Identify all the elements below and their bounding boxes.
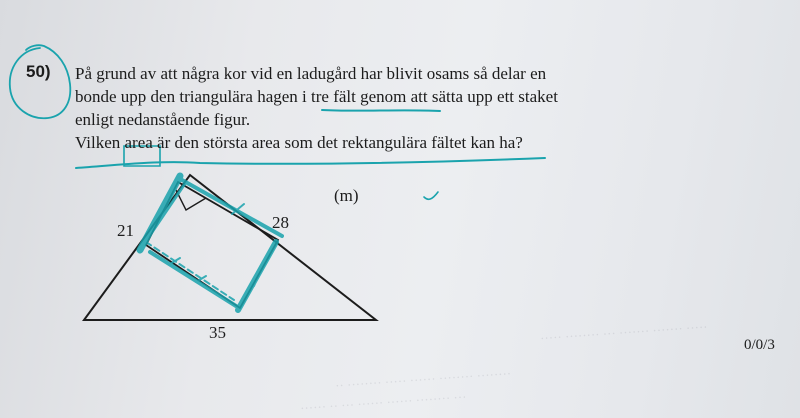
problem-text: [75, 62, 595, 154]
problem-number: 50): [26, 62, 51, 81]
bleed-through-text: ····· ········ ··· ······· ······· ·····: [539, 319, 709, 346]
right-side-length: 28: [272, 213, 289, 232]
bleed-through-text: ······ ·· ··· ······ ······ ········ ···: [299, 389, 467, 416]
unit-label: (m): [334, 186, 359, 205]
problem-line: Vilken area är den största area som det rektangulära fältet kan ha?: [75, 133, 523, 152]
left-side-length: 21: [117, 221, 134, 240]
problem-line: På grund av att några kor vid en ladugård har blivit osams så delar en: [75, 64, 547, 83]
problem-line: enligt nedanstående figur.: [75, 110, 251, 129]
highlighter-strokes: [140, 176, 282, 310]
base-length: 35: [209, 323, 226, 342]
problem-line: bonde upp den triangulära hagen i tre fält genom att sätta upp ett staket: [75, 87, 558, 106]
small-check-mark: [424, 192, 438, 199]
score-label: 0/0/3: [744, 337, 775, 353]
bleed-through-text: ·· ········ ····· ······ ········ ········: [334, 365, 512, 394]
